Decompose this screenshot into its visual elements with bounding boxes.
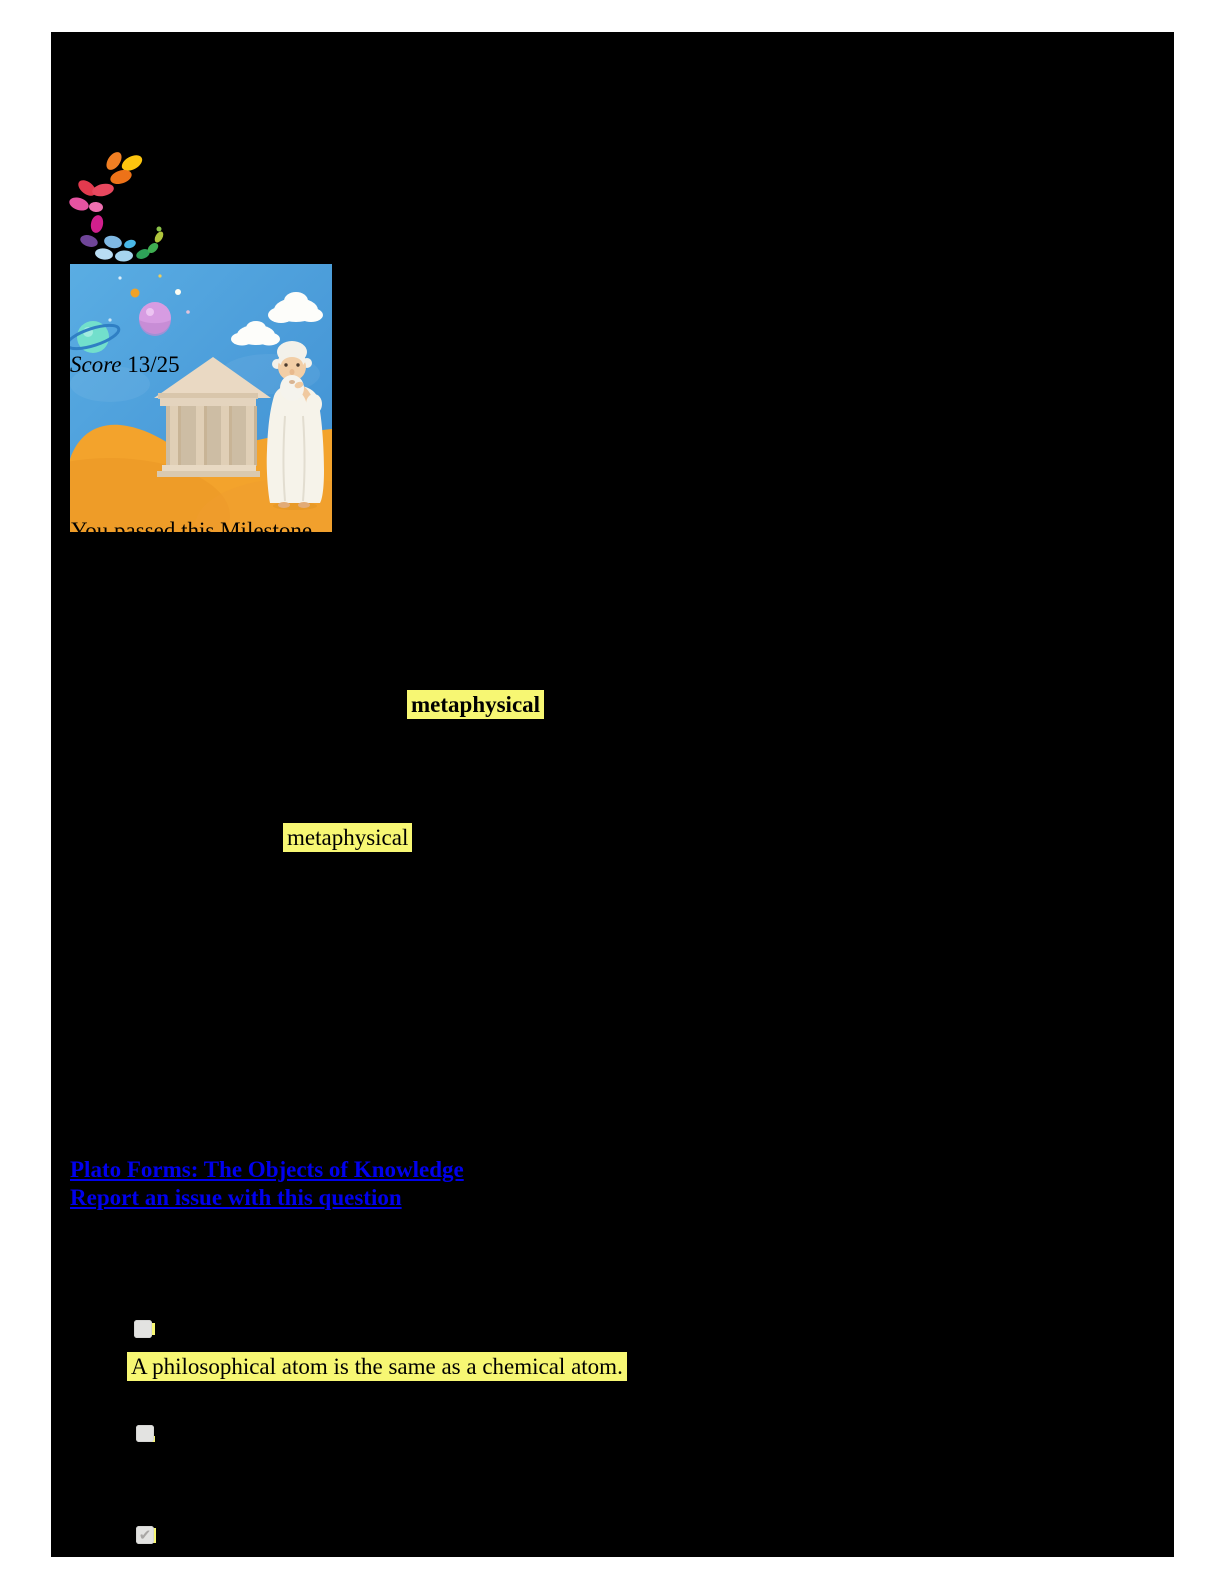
- score-label: Score: [70, 352, 122, 377]
- answer-checkbox-2[interactable]: [136, 1425, 154, 1442]
- answer-option-text: A philosophical atom is the same as a chemical atom.: [127, 1352, 627, 1381]
- highlighted-term: metaphysical: [283, 823, 412, 852]
- logo-leaves: [68, 149, 165, 262]
- quiz-results-page: [51, 32, 1174, 1557]
- report-issue-link[interactable]: Report an issue with this question: [70, 1185, 402, 1210]
- answer-checkbox-3[interactable]: [136, 1526, 154, 1544]
- pass-message: You passed this Milestone: [71, 518, 313, 543]
- milestone-illustration: [70, 264, 332, 532]
- concept-link[interactable]: Plato Forms: The Objects of Knowledge: [70, 1157, 464, 1182]
- score-value: 13/25: [127, 352, 180, 377]
- answer-checkbox-1[interactable]: [134, 1320, 152, 1338]
- sophia-logo-icon: [68, 147, 168, 263]
- checkmark-icon: ✔: [138, 1525, 152, 1544]
- pink-planet-icon: [139, 302, 171, 336]
- score-text: [70, 352, 180, 378]
- highlighted-term-bold: metaphysical: [407, 690, 544, 719]
- highlight-sliver: [152, 1323, 155, 1335]
